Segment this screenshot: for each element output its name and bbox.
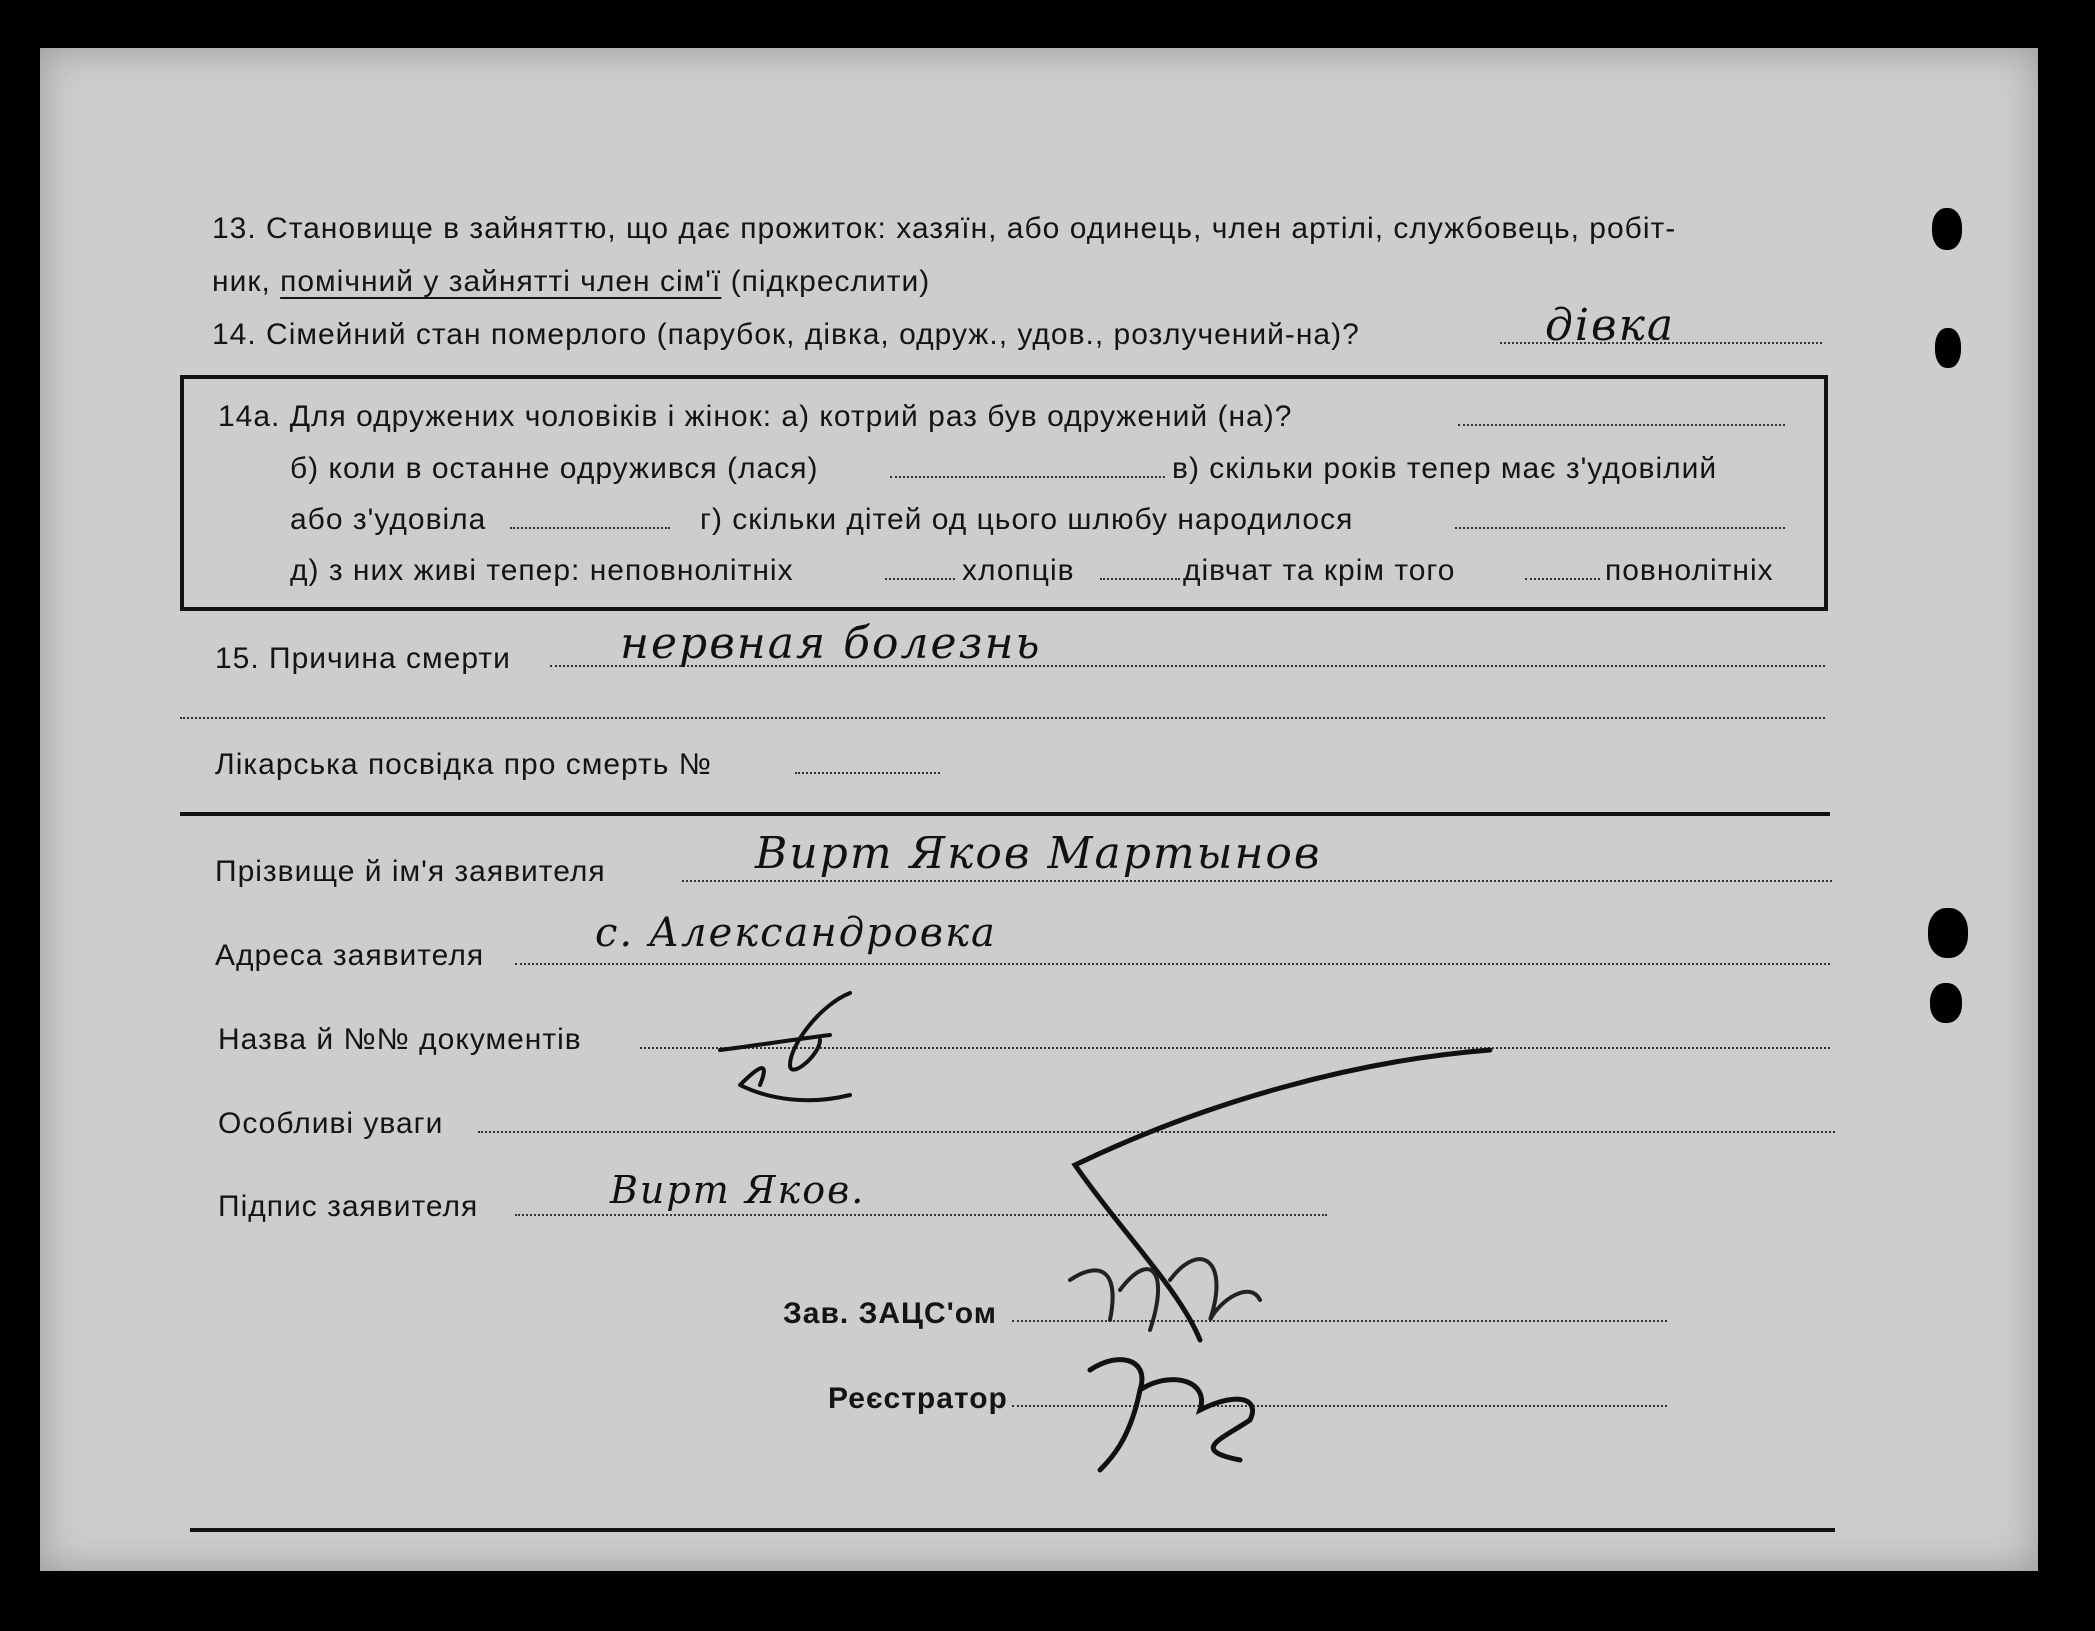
item14a-line2a: б) коли в останне одружився (лася): [290, 452, 819, 485]
bottom-divider: [190, 1528, 1835, 1532]
applicant-name-label: Прізвище й ім'я заявителя: [215, 855, 606, 888]
item15-fill-line-2: [180, 717, 1825, 719]
item14a-fill-6: [1100, 578, 1180, 580]
item13-line2-suffix: (підкреслити): [721, 265, 931, 298]
applicant-docs-label: Назва й №№ документів: [218, 1023, 582, 1056]
item14a-line4c: дівчат та крім того: [1183, 554, 1456, 587]
item13-line2-prefix: ник,: [212, 265, 281, 298]
punch-hole: [1935, 328, 1961, 368]
item13-line1: 13. Становище в зайняттю, що дає прожиток: хазяїн, або одинець, член артілі, службовець, робіт-: [212, 212, 1677, 245]
item15-label: 15. Причина смерти: [215, 642, 511, 675]
applicant-signature-value: Вирт Яков.: [610, 1168, 866, 1212]
item14a-fill-2: [890, 476, 1165, 478]
applicant-address-line: [515, 963, 1830, 965]
official-signature-flourish: [1060, 1040, 1510, 1500]
medical-fill-line: [795, 772, 940, 774]
section-divider: [180, 812, 1830, 816]
applicant-name-line: [682, 880, 1832, 882]
item14a-fill-3: [510, 527, 670, 529]
registrar-label: Реєстратор: [828, 1382, 1008, 1415]
punch-hole: [1930, 983, 1962, 1023]
item14a-line4b: хлопців: [962, 554, 1075, 587]
item14a-line4a: д) з них живі тепер: неповнолітніх: [290, 554, 794, 587]
item14a-line3a: або з'удовіла: [290, 503, 487, 536]
punch-hole: [1932, 208, 1962, 250]
applicant-name-value: Вирт Яков Мартынов: [755, 828, 1322, 879]
applicant-address-label: Адреса заявителя: [215, 939, 485, 972]
item14a-fill-1: [1458, 424, 1785, 426]
applicant-signature-label: Підпис заявителя: [218, 1190, 479, 1223]
item13-underlined-option: помічний у зайнятті член сім'ї: [280, 265, 722, 298]
item14a-line4d: повнолітніх: [1605, 554, 1774, 587]
item14a-line1: 14а. Для одружених чоловіків і жінок: а) котрий раз був одружений (на)?: [218, 400, 1293, 433]
item14-label: 14. Сімейний стан померлого (парубок, дівка, одруж., удов., розлучений-на)?: [212, 318, 1360, 351]
item14-value: дівка: [1545, 300, 1676, 351]
docs-handwritten-mark: [700, 985, 880, 1115]
applicant-notes-label: Особливі уваги: [218, 1107, 444, 1140]
medical-label: Лікарська посвідка про смерть №: [215, 748, 712, 781]
item14a-fill-7: [1525, 578, 1600, 580]
punch-hole: [1928, 908, 1968, 958]
item14a-fill-4: [1455, 527, 1785, 529]
item13-line2: [212, 265, 930, 299]
item14a-line2b: в) скільки років тепер має з'удовілий: [1172, 452, 1718, 485]
head-label: Зав. ЗАЦС'ом: [783, 1297, 997, 1330]
item15-value: нервная болезнь: [620, 618, 1042, 669]
applicant-address-value: с. Александровка: [595, 910, 997, 956]
item14a-line3b: г) скільки дітей од цього шлюбу народилося: [700, 503, 1354, 536]
item14a-fill-5: [885, 578, 955, 580]
